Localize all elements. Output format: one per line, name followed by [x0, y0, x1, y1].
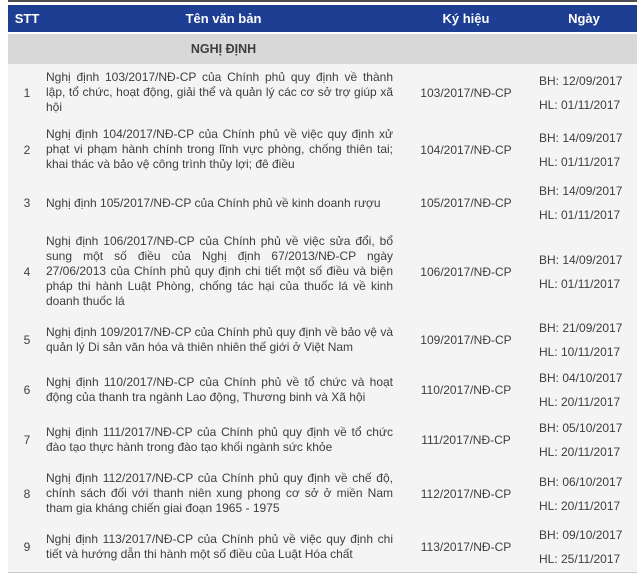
header-stt: STT [14, 11, 40, 26]
effective-date: HL: 01/11/2017 [539, 208, 621, 222]
table-header-row [8, 5, 637, 32]
table-top-border [8, 0, 637, 2]
row-number: 3 [23, 196, 31, 210]
document-ref-number: 113/2017/NĐ-CP [420, 540, 512, 554]
document-ref-number: 106/2017/NĐ-CP [420, 264, 512, 279]
document-title: Nghị định 106/2017/NĐ-CP của Chính phủ về việc sửa đổi, bổ sung một số điều của Nghị định 67/2013/NĐ-CP ngày 27/06/2013 của Chính phủ quy định chi tiết một số điều và biện pháp thi hành Luật Phòng, chống tác hại của thuốc lá về kinh doanh thuốc lá [46, 234, 393, 308]
document-ref-number: 112/2017/NĐ-CP [420, 486, 512, 501]
issued-date: BH: 21/09/2017 [539, 321, 623, 335]
document-dates [531, 371, 637, 409]
document-list-page [8, 0, 637, 573]
issued-date: BH: 04/10/2017 [539, 371, 623, 385]
row-number: 1 [23, 85, 31, 100]
table-body [8, 64, 637, 573]
document-title: Nghị định 113/2017/NĐ-CP của Chính phủ về việc quy định chi tiết và hướng dẫn thi hành một số điều của Luật Hóa chất [46, 532, 393, 561]
category-label: NGHỊ ĐỊNH [190, 42, 257, 56]
table-row [8, 465, 637, 522]
document-dates [531, 475, 637, 513]
document-dates [531, 184, 637, 222]
effective-date: HL: 01/11/2017 [539, 154, 621, 169]
effective-date: HL: 20/11/2017 [539, 445, 621, 459]
document-ref-number: 109/2017/NĐ-CP [420, 333, 512, 347]
row-number: 4 [23, 264, 31, 279]
issued-date: BH: 14/09/2017 [539, 184, 623, 198]
table-row [8, 365, 637, 415]
table-row [8, 315, 637, 365]
document-dates [531, 74, 637, 112]
document-title: Nghị định 103/2017/NĐ-CP của Chính phủ quy định về thành lập, tổ chức, hoạt động, giải thể và quản lý các cơ sở trợ giúp xã hội [46, 70, 393, 114]
header-ngay: Ngày [568, 11, 600, 26]
table-row [8, 121, 637, 178]
table-row [8, 178, 637, 228]
document-dates [531, 131, 637, 169]
document-dates [531, 253, 637, 291]
issued-date: BH: 09/10/2017 [539, 528, 623, 542]
document-title: Nghị định 112/2017/NĐ-CP của Chính phủ quy định về chế độ, chính sách đối với thanh niên xung phong cơ sở ở miền Nam tham gia kháng chiến giai đoạn 1965 - 1975 [46, 471, 393, 515]
effective-date: HL: 10/11/2017 [539, 345, 621, 359]
effective-date: HL: 20/11/2017 [539, 395, 621, 409]
effective-date: HL: 01/11/2017 [539, 97, 621, 112]
document-title: Nghị định 105/2017/NĐ-CP của Chính phủ về kinh doanh rượu [46, 195, 381, 210]
document-dates [531, 421, 637, 459]
document-ref-number: 103/2017/NĐ-CP [420, 85, 512, 100]
table-row [8, 415, 637, 465]
header-ten-van-ban: Tên văn bản [185, 11, 262, 26]
category-row [8, 34, 637, 64]
row-number: 5 [23, 333, 31, 347]
effective-date: HL: 25/11/2017 [539, 552, 621, 566]
document-ref-number: 111/2017/NĐ-CP [421, 433, 511, 447]
document-title: Nghị định 110/2017/NĐ-CP của Chính phủ về tổ chức và hoạt động của thanh tra ngành Lao động, Thương binh và Xã hội [46, 375, 393, 404]
row-number: 2 [23, 142, 31, 157]
table-row [8, 64, 637, 121]
document-title: Nghị định 109/2017/NĐ-CP của Chính phủ quy định về bảo vệ và quản lý Di sản văn hóa và thiên nhiên thế giới ở Việt Nam [46, 325, 393, 354]
issued-date: BH: 05/10/2017 [539, 421, 623, 435]
document-title: Nghị định 104/2017/NĐ-CP của Chính phủ về việc quy định xử phạt vi phạm hành chính trong lĩnh vực phòng, chống thiên tai; khai thác và bảo vệ công trình thủy lợi; đê điều [46, 127, 393, 171]
document-ref-number: 110/2017/NĐ-CP [420, 383, 512, 397]
issued-date: BH: 14/09/2017 [539, 130, 623, 145]
document-ref-number: 104/2017/NĐ-CP [420, 142, 512, 157]
issued-date: BH: 06/10/2017 [539, 474, 623, 489]
effective-date: HL: 01/11/2017 [539, 276, 621, 291]
document-dates [531, 528, 637, 566]
row-number: 6 [23, 383, 31, 397]
row-number: 8 [23, 486, 31, 501]
table-row [8, 228, 637, 315]
table-row [8, 522, 637, 572]
row-number: 9 [23, 540, 31, 554]
document-ref-number: 105/2017/NĐ-CP [420, 196, 512, 210]
document-title: Nghị định 111/2017/NĐ-CP của Chính phủ quy định về tổ chức đào tạo thực hành trong đào tạo khối ngành sức khỏe [46, 425, 393, 454]
issued-date: BH: 12/09/2017 [539, 73, 623, 88]
header-ky-hieu: Ký hiệu [442, 11, 490, 26]
effective-date: HL: 20/11/2017 [539, 498, 621, 513]
row-number: 7 [23, 433, 31, 447]
document-dates [531, 321, 637, 359]
issued-date: BH: 14/09/2017 [539, 252, 623, 267]
